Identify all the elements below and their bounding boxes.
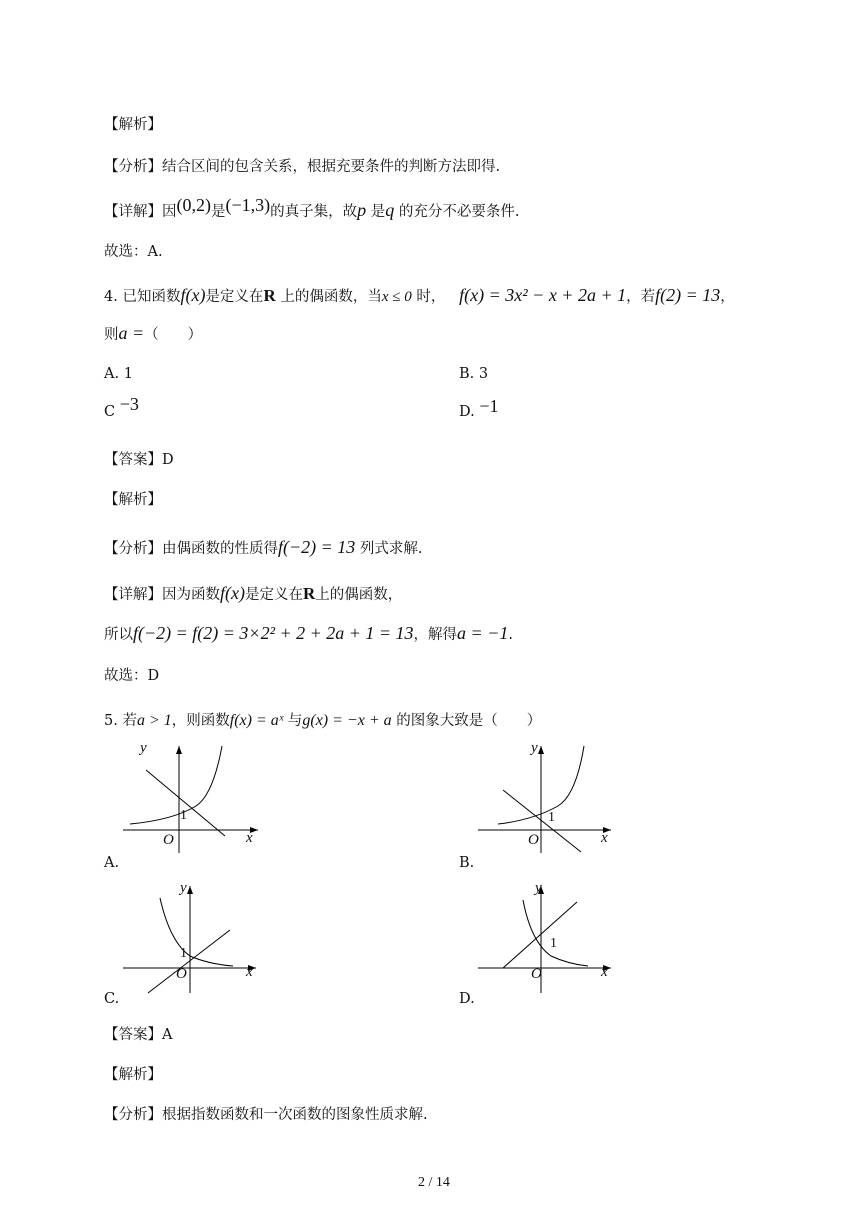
- q5-answer: 【答案】A: [104, 1027, 173, 1043]
- q4-option-c: C −3: [104, 394, 139, 420]
- q4-answer: 【答案】D: [104, 452, 174, 468]
- q4-stem-line2: 则a =（ ）: [104, 323, 203, 343]
- origin-label: O: [528, 832, 539, 848]
- detail-line: 【详解】因(0,2)是(−1,3)的真子集，故p 是q 的充分不必要条件.: [104, 195, 520, 220]
- graph-d-label: D.: [459, 991, 475, 1007]
- q4-option-b: B. 3: [459, 366, 489, 382]
- graph-c: [118, 880, 268, 995]
- q4-option-a: A. 1: [104, 366, 133, 382]
- q4-analysis-heading: 【解析】: [104, 492, 162, 508]
- analysis-heading: 【解析】: [104, 117, 162, 133]
- q4-stem: 4. 已知函数f(x)是定义在R 上的偶函数，当x ≤ 0 时， f(x) = 3x² − x + 2a + 1，若f(2) = 13，: [104, 285, 735, 305]
- q5-analysis: 【分析】根据指数函数和一次函数的图象性质求解.: [104, 1107, 428, 1123]
- axis-y-label: y: [140, 740, 147, 756]
- q5-analysis-heading: 【解析】: [104, 1067, 162, 1083]
- graph-d: [473, 880, 623, 995]
- q4-choice: 故选：D: [104, 668, 160, 684]
- graph-b-label: B.: [459, 855, 475, 871]
- axis-y-label: y: [535, 880, 542, 896]
- intercept-label: 1: [550, 936, 557, 951]
- q4-derivation: 所以f(−2) = f(2) = 3×2² + 2 + 2a + 1 = 13，解得a = −1.: [104, 623, 513, 643]
- q4-analysis: 【分析】由偶函数的性质得f(−2) = 13 列式求解.: [104, 537, 423, 557]
- axis-x-label: x: [601, 830, 608, 846]
- intercept-label: 1: [180, 946, 187, 961]
- choice-line: 故选：A.: [104, 244, 163, 260]
- origin-label: O: [163, 832, 174, 848]
- graph-a-label: A.: [104, 855, 120, 871]
- graph-c-label: C.: [104, 991, 120, 1007]
- axis-y-label: y: [531, 740, 538, 756]
- axis-x-label: x: [601, 964, 608, 980]
- origin-label: O: [531, 966, 542, 982]
- intercept-label: 1: [180, 808, 187, 823]
- page-number: 2 / 14: [418, 1175, 450, 1190]
- q4-option-d: D. −1: [459, 396, 499, 420]
- axis-x-label: x: [246, 964, 253, 980]
- graph-a: [118, 740, 268, 855]
- q4-detail: 【详解】因为函数f(x)是定义在R上的偶函数，: [104, 583, 403, 603]
- origin-label: O: [176, 966, 187, 982]
- intercept-label: 1: [548, 810, 555, 825]
- axis-x-label: x: [246, 830, 253, 846]
- analysis-line: 【分析】结合区间的包含关系，根据充要条件的判断方法即得.: [104, 159, 501, 175]
- axis-y-label: y: [180, 880, 187, 896]
- q5-stem: 5. 若a > 1，则函数f(x) = aˣ 与g(x) = −x + a 的图象大致是（ ）: [104, 712, 542, 729]
- graph-b: [473, 740, 623, 855]
